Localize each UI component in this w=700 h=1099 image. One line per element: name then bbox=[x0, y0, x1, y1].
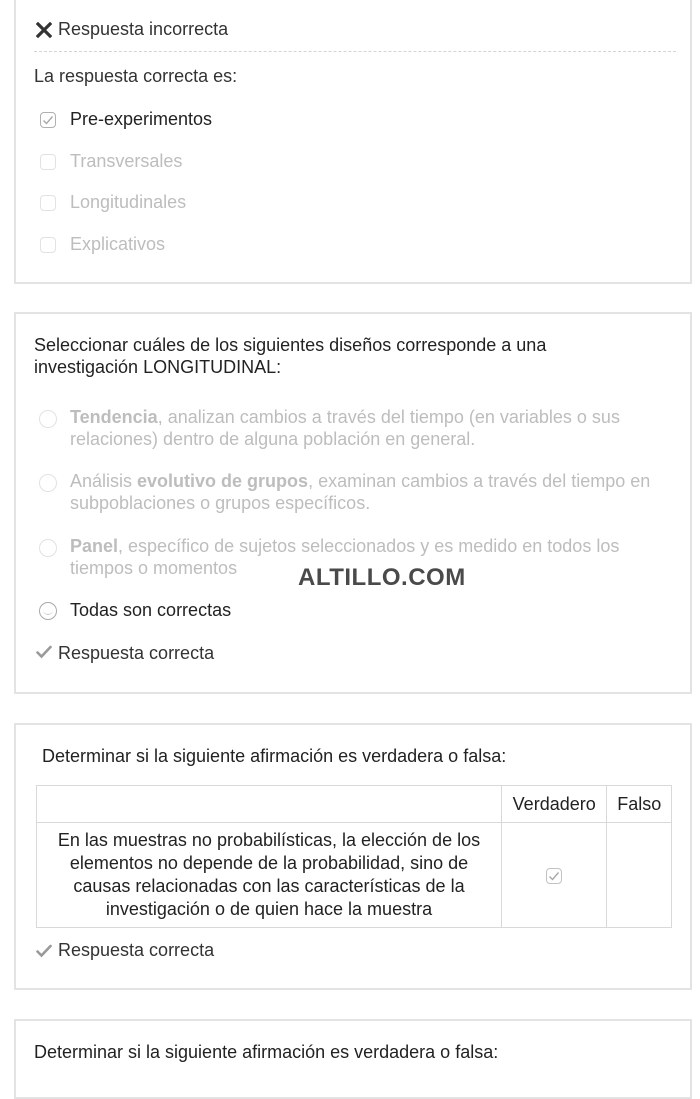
feedback-correct: Respuesta correcta bbox=[58, 940, 215, 960]
option-label: Transversales bbox=[70, 151, 183, 171]
option-label: Longitudinales bbox=[70, 192, 187, 212]
checkbox-checked bbox=[546, 868, 562, 884]
verdadero-cell bbox=[501, 823, 606, 928]
option-label: Explicativos bbox=[70, 234, 166, 254]
column-header-verdadero: Verdadero bbox=[501, 786, 606, 823]
question-card-3 bbox=[14, 723, 692, 990]
falso-cell bbox=[607, 823, 672, 928]
option-pre-experimentos bbox=[34, 106, 634, 132]
question-card-2 bbox=[14, 312, 692, 694]
option-transversales bbox=[34, 148, 634, 174]
option-explicativos bbox=[34, 231, 634, 257]
check-icon bbox=[40, 112, 56, 128]
question-card-4 bbox=[14, 1019, 692, 1099]
option-todas-correctas bbox=[34, 598, 674, 624]
checkbox bbox=[40, 154, 56, 170]
question-text: Seleccionar cuáles de los siguientes diseños corresponde a una investigación LONGITUDINAL: bbox=[34, 335, 547, 377]
option-text: Análisis evolutivo de grupos, examinan cambios a través del tiempo en subpoblaciones o grupos específicos. bbox=[70, 471, 651, 513]
checkmark-icon bbox=[36, 645, 52, 659]
divider bbox=[34, 51, 676, 52]
question-text: Determinar si la siguiente afirmación es verdadera o falsa: bbox=[42, 746, 507, 766]
table-row bbox=[37, 823, 672, 928]
option-text: Panel, específico de sujetos seleccionados y es medido en todos los tiempos o momentos bbox=[70, 536, 620, 578]
statement-cell: En las muestras no probabilísticas, la elección de los elementos no depende de la probabilidad, sino de causas relacionadas con las características de la investigación o de quien hace la muestra bbox=[37, 823, 502, 928]
column-header-falso: Falso bbox=[607, 786, 672, 823]
feedback-correct: Respuesta correcta bbox=[58, 643, 215, 663]
checkmark-icon bbox=[36, 944, 52, 958]
radio-button bbox=[39, 474, 57, 492]
option-text: Todas son correctas bbox=[70, 600, 232, 620]
true-false-table bbox=[36, 785, 672, 928]
checkbox-checked bbox=[40, 112, 56, 128]
radio-button bbox=[39, 410, 57, 428]
table-header-row bbox=[37, 786, 672, 823]
checkbox bbox=[40, 237, 56, 253]
option-label: Pre-experimentos bbox=[70, 109, 213, 129]
correct-answer-intro: La respuesta correcta es: bbox=[34, 66, 238, 86]
check-icon bbox=[546, 868, 562, 884]
option-text: Tendencia, analizan cambios a través del tiempo (en variables o sus relaciones) dentro de alguna población en general. bbox=[70, 407, 620, 449]
watermark: ALTILLO.COM bbox=[298, 564, 466, 591]
checkbox bbox=[40, 195, 56, 211]
radio-button-selected bbox=[39, 602, 57, 620]
empty-header bbox=[37, 786, 502, 823]
question-text: Determinar si la siguiente afirmación es verdadera o falsa: bbox=[34, 1042, 499, 1062]
option-longitudinales bbox=[34, 189, 634, 215]
x-mark-icon bbox=[36, 22, 52, 38]
feedback-incorrect: Respuesta incorrecta bbox=[58, 19, 229, 39]
radio-button bbox=[39, 539, 57, 557]
question-card-1 bbox=[14, 0, 692, 284]
